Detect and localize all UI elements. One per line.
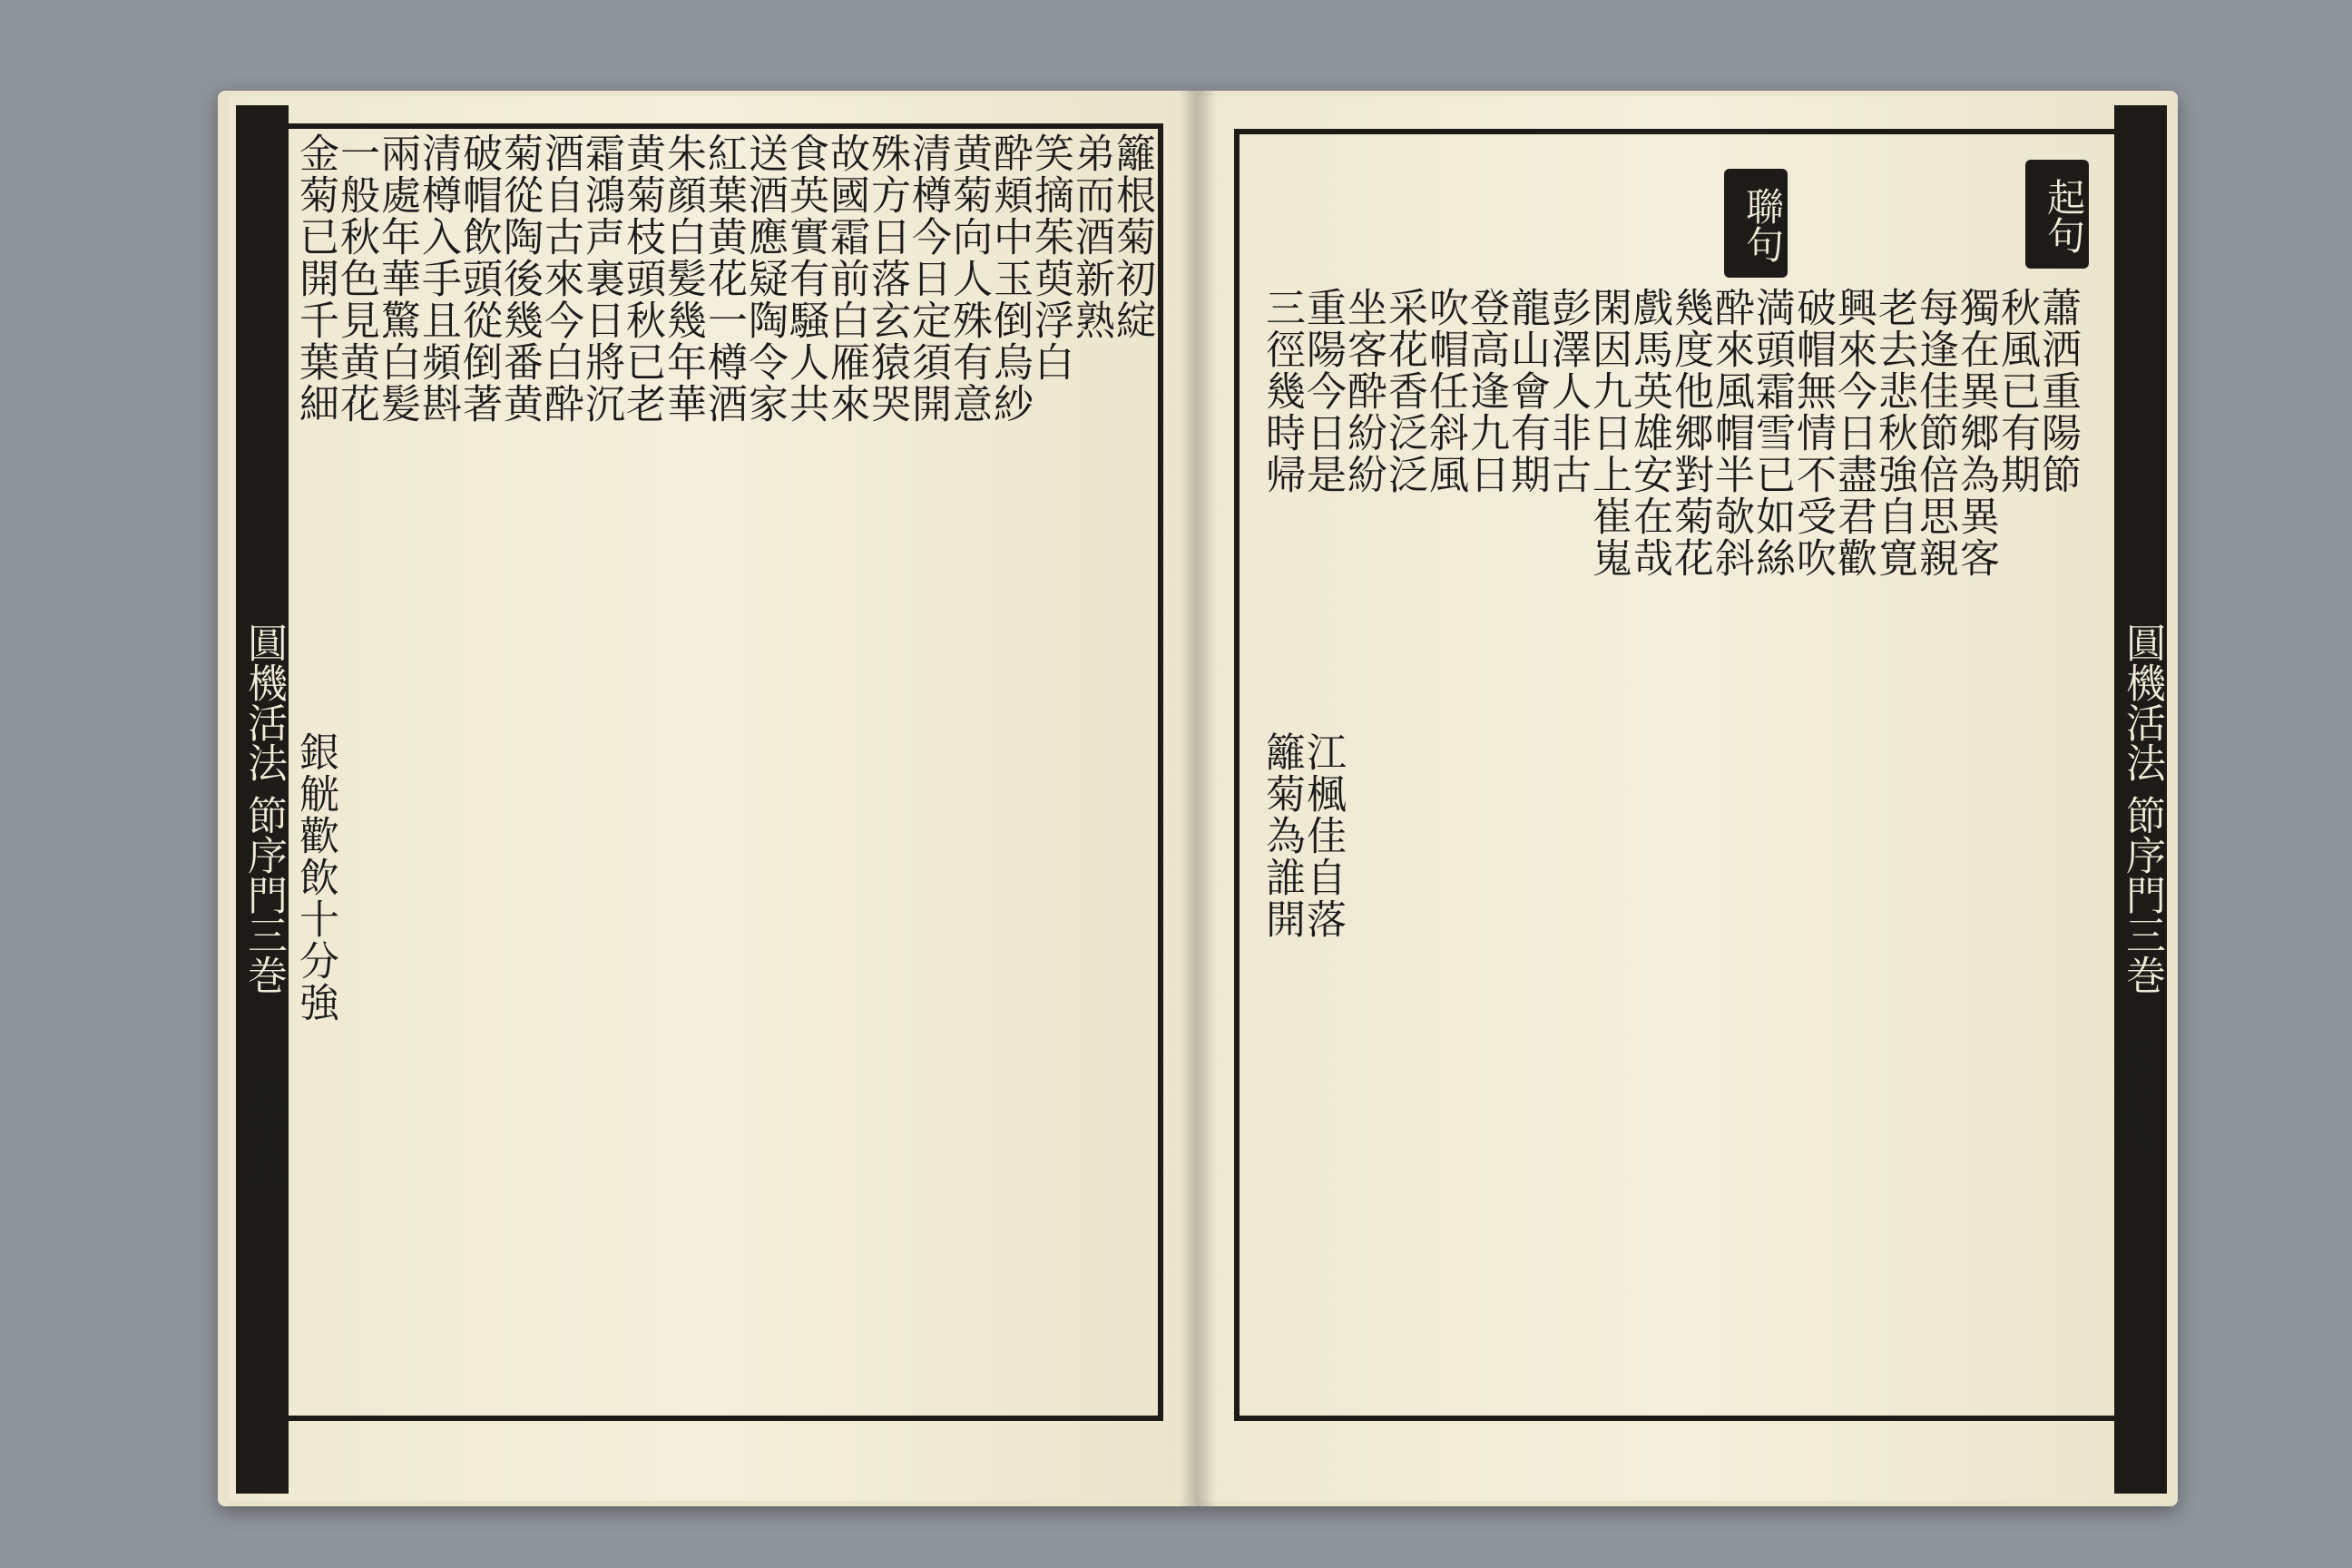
left-col-11: 紅葉黄花一樽酒 — [701, 132, 747, 425]
right-col-17: 采花香泛泛 — [1381, 287, 1427, 495]
right-col-18: 坐客酔紛紛 — [1340, 287, 1387, 495]
left-side-label — [236, 105, 289, 1494]
left-folio: 五十九 — [242, 1076, 284, 1185]
left-col-20: 一般秋色見黄花 — [333, 132, 379, 425]
right-col-9: 酔來風帽半欹斜 — [1708, 287, 1754, 579]
right-side-section: 節序門三巻 — [2119, 795, 2165, 995]
left-side-section: 節序門三巻 — [240, 795, 287, 995]
right-col-16: 吹帽任斜風 — [1422, 287, 1468, 495]
left-col-2: 弟而酒新熟 — [1068, 132, 1114, 341]
right-side-title: 圓機活法 — [2119, 622, 2165, 782]
right-folio: 五十八 — [2109, 1040, 2151, 1149]
left-col-21: 金菊已開千葉細 — [292, 132, 338, 425]
left-side-title: 圓機活法 — [240, 622, 287, 782]
left-col-12: 朱顔白髪幾年華 — [660, 132, 706, 425]
right-col-7: 破帽無情不受吹 — [1789, 287, 1836, 579]
right-col-5: 老去悲秋強自寛 — [1871, 287, 1917, 579]
right-col-1: 蕭洒重陽節 — [2034, 287, 2081, 495]
left-col-3: 笑摘茱萸浮白 — [1027, 132, 1073, 383]
right-col-13: 彭澤人非古 — [1544, 287, 1591, 495]
right-col-2: 秋風已有期 — [1994, 287, 2040, 495]
right-col-15: 登高逢九日 — [1463, 287, 1509, 495]
right-col-12: 閑因九日上崔嵬 — [1585, 287, 1632, 579]
right-col-6: 興來今日盡君歡 — [1830, 287, 1877, 579]
left-col-10: 送酒應疑陶令家 — [741, 132, 788, 425]
right-col-22: 籬菊為誰開 — [1259, 731, 1305, 940]
left-col-4: 酔頬中玉倒烏紗 — [986, 132, 1033, 425]
right-col-19: 重陽今日是 — [1299, 287, 1346, 495]
right-col-8: 満頭霜雪已如絲 — [1749, 287, 1795, 579]
left-col-19: 兩處年華驚白髪 — [374, 132, 420, 425]
lianju-heading: 聯句 — [1724, 169, 1788, 278]
left-col-9: 食英實有騒人共 — [782, 132, 828, 425]
left-col-15: 酒自古來今白酔 — [537, 132, 583, 425]
left-col-13: 黄菊枝頭秋已老 — [619, 132, 665, 425]
right-col-10: 幾度他郷對菊花 — [1667, 287, 1713, 579]
qiju-heading: 起句 — [2025, 160, 2089, 269]
right-page — [1198, 96, 2167, 1501]
left-col-16: 菊從陶後幾番黄 — [496, 132, 543, 425]
left-col-7: 殊方日落玄猿哭 — [864, 132, 910, 425]
right-col-14: 龍山會有期 — [1504, 287, 1550, 495]
right-col-11: 戲馬英雄安在哉 — [1626, 287, 1672, 579]
left-col-1: 籬根菊初綻 — [1109, 132, 1155, 341]
right-side-label — [2114, 105, 2167, 1494]
left-col-17: 破帽飲頭從倒著 — [456, 132, 502, 425]
left-col-8: 故國霜前白雁來 — [823, 132, 869, 425]
open-book — [218, 91, 2178, 1506]
left-col-6: 清樽今日定須開 — [905, 132, 951, 425]
right-col-3: 獨在異郷為異客 — [1953, 287, 1999, 579]
left-col-22: 銀觥歡飲十分強 — [292, 731, 338, 1024]
right-col-20: 三徑幾時帰 — [1259, 287, 1305, 495]
right-col-21: 江楓佳自落 — [1299, 731, 1346, 940]
left-col-14: 霜鴻声裏日將沉 — [578, 132, 624, 425]
left-page — [229, 96, 1187, 1501]
left-col-5: 黄菊向人殊有意 — [946, 132, 992, 425]
left-col-18: 清樽入手且頻斟 — [415, 132, 461, 425]
right-col-4: 每逢佳節倍思親 — [1912, 287, 1958, 579]
